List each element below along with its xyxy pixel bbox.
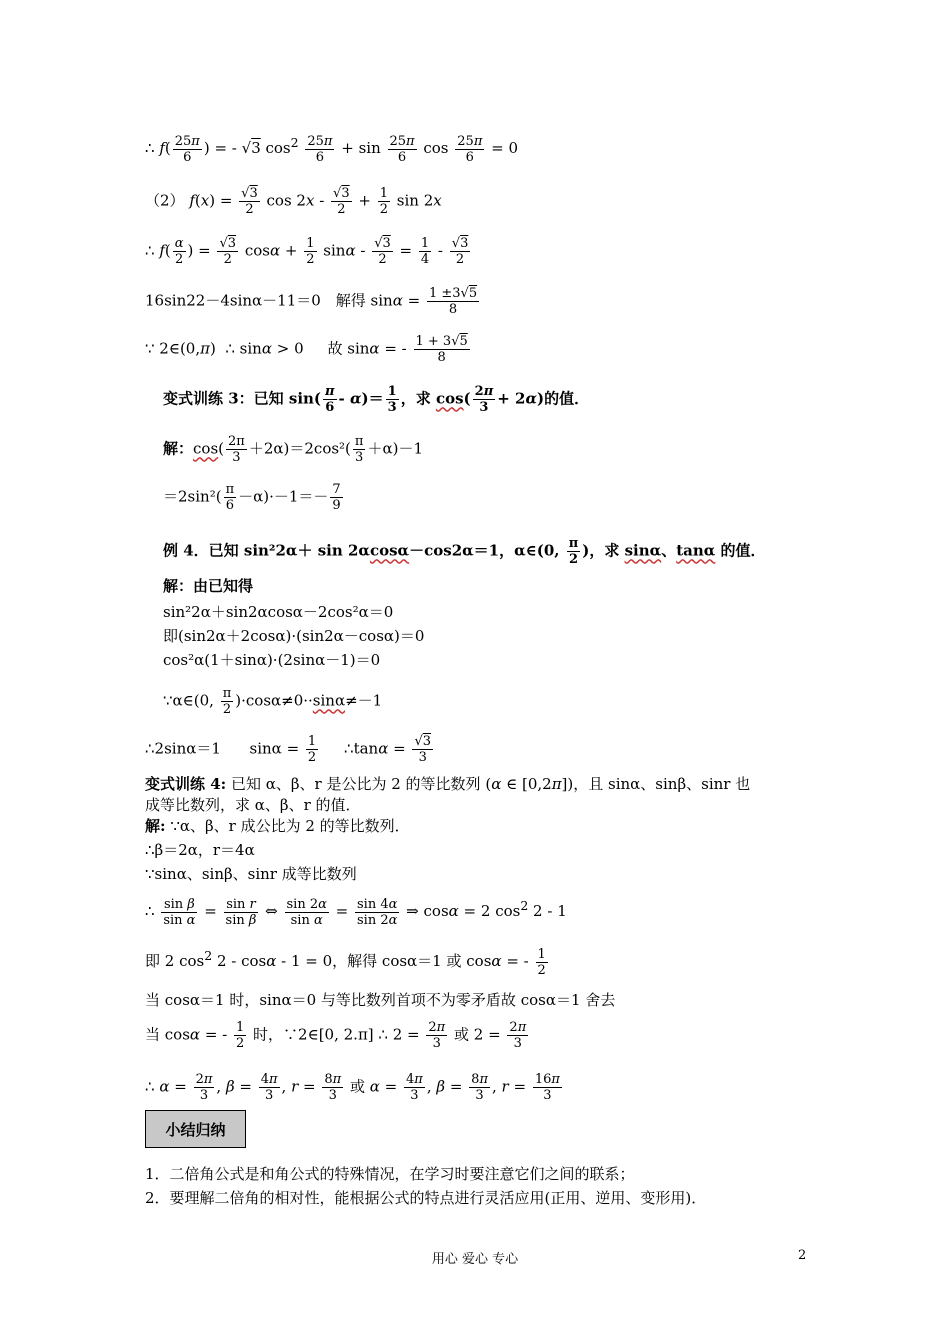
exercise-4-title-cont: 成等比数列，求 α、β、r 的值．: [145, 796, 361, 814]
summary-heading: 小结归纳: [145, 1110, 246, 1148]
exercise-4-ratio-eq: ∴ $\frac{\text{sin β}}{\text{sin α}}$ = $\frac{\text{sin r}}{\text{sin β}}$ ⇔ $\frac{\sin 2\alpha}{\text{sin α}}$ = $\frac{\sin 4\alpha}{\sin 2\alpha}$ ⇒ cosα = 2 $\cos^2 2 - 1$: [145, 896, 567, 928]
exercise-3-title: 变式训练 3：已知 sin( $\frac{\pi}{6}$ - α)＝ $\frac{1}{3}$ ，求 cos( $\frac{2\pi}{3}$ + 2α)的值．: [163, 384, 590, 415]
exercise-4-quadratic: 即 2 $\cos^2 2 - \cos\alpha - 1 = 0$，解得 cosα＝1 或 cosα = - $\frac{1}{2}$: [145, 946, 546, 978]
eq-f-x: （2） f(x) = $\frac{√3}{2}$ cos 2x - $\frac{√3}{2}$ + $\frac{1}{2}$ sin 2x: [145, 186, 442, 217]
exercise-3-solution-2: ＝2sin²( $\frac{\pi}{6}$ －α)·－1＝－ $\frac{7}{9}$: [163, 482, 341, 513]
example-4-step-4: ∵α∈(0, $\frac{\pi}{2}$ )·cosα≠0··sinα≠－1: [163, 686, 383, 717]
example-4-solution-intro: 解：由已知得: [163, 577, 254, 595]
eq-f-alpha-over-2: ∴ f( $\frac{\alpha}{2}$ ) = $\frac{√3}{2}$ cosα + $\frac{1}{2}$ sinα - $\frac{√3}{2}$ = $\frac{1}{4}$ - $\frac{√3}{2}$: [145, 236, 469, 267]
example-4-step-2: 即(sin2α＋2cosα)·(sin2α－cosα)＝0: [163, 627, 425, 645]
example-4-step-3: cos²α(1＋sinα)·(2sinα－1)＝0: [163, 651, 381, 669]
exercise-4-result: ∴ α = $\frac{2\pi}{3}$ , β = $\frac{4\pi}{3}$ , r = $\frac{8\pi}{3}$ 或 α = $\frac{4\pi}{3}$ , β = $\frac{8\pi}{3}$ , r = $\frac{16\pi}{3}$: [145, 1072, 560, 1103]
exercise-4-title: 变式训练 4: 已知 α、β、r 是公比为 2 的等比数列 (α ∈ [0,2π])，且 sinα、sinβ、sinr 也: [145, 775, 751, 793]
eq-solve-sin: 16sin22－4sinα－11＝0 解得 sinα = $\frac{1 \pm 3√5}{8}$: [145, 286, 478, 317]
summary-point-2: 2．要理解二倍角的相对性，能根据公式的特点进行灵活应用(正用、逆用、变形用)．: [145, 1189, 707, 1207]
eq-f-25pi-over-6: ∴ f( $\frac{25\pi}{6}$ ) = - √3 $\cos^2$ $\frac{25\pi}{6}$ + sin $\frac{25\pi}{6}$ cos $\frac{25\pi}{6}$ = 0: [145, 133, 519, 165]
example-4-step-1: sin²2α＋sin2αcosα－2cos²α＝0: [163, 603, 394, 621]
exercise-4-case-1: 当 cosα＝1 时，sinα＝0 与等比数列首项不为零矛盾故 cosα＝1 舍去: [145, 991, 616, 1009]
exercise-4-solution-1: 解: ∵α、β、r 成公比为 2 的等比数列．: [145, 817, 410, 835]
page-number: 2: [798, 1248, 807, 1263]
example-4-title: 例 4．已知 sin²2α＋ sin 2αcosα－cos2α＝1，α∈(0, $\frac{\pi}{2}$ )，求 sinα、tanα 的值．: [163, 536, 766, 567]
exercise-4-solution-2: ∴β＝2α，r＝4α: [145, 841, 255, 859]
eq-sin-result: ∵ 2∈(0,π) ∴ sinα > 0 故 sinα = - $\frac{1 + 3√5}{8}$: [145, 334, 468, 365]
example-4-result: ∴2sinα＝1 sinα = $\frac{1}{2}$ ∴tanα = $\frac{√3}{3}$: [145, 734, 432, 765]
summary-point-1: 1．二倍角公式是和角公式的特殊情况，在学习时要注意它们之间的联系；: [145, 1165, 635, 1183]
page-footer: 用心 爱心 专心: [431, 1252, 519, 1267]
exercise-4-case-2: 当 cosα = - $\frac{1}{2}$ 时，∵2∈[0, 2.π] ∴ 2 = $\frac{2\pi}{3}$ 或 2 = $\frac{2\pi}{3}$: [145, 1020, 527, 1051]
exercise-3-solution-1: 解：cos( $\frac{2\pi}{3}$ ＋2α)＝2cos²( $\frac{\pi}{3}$ ＋α)－1: [163, 434, 423, 465]
exercise-4-solution-3: ∵sinα、sinβ、sinr 成等比数列: [145, 865, 357, 883]
